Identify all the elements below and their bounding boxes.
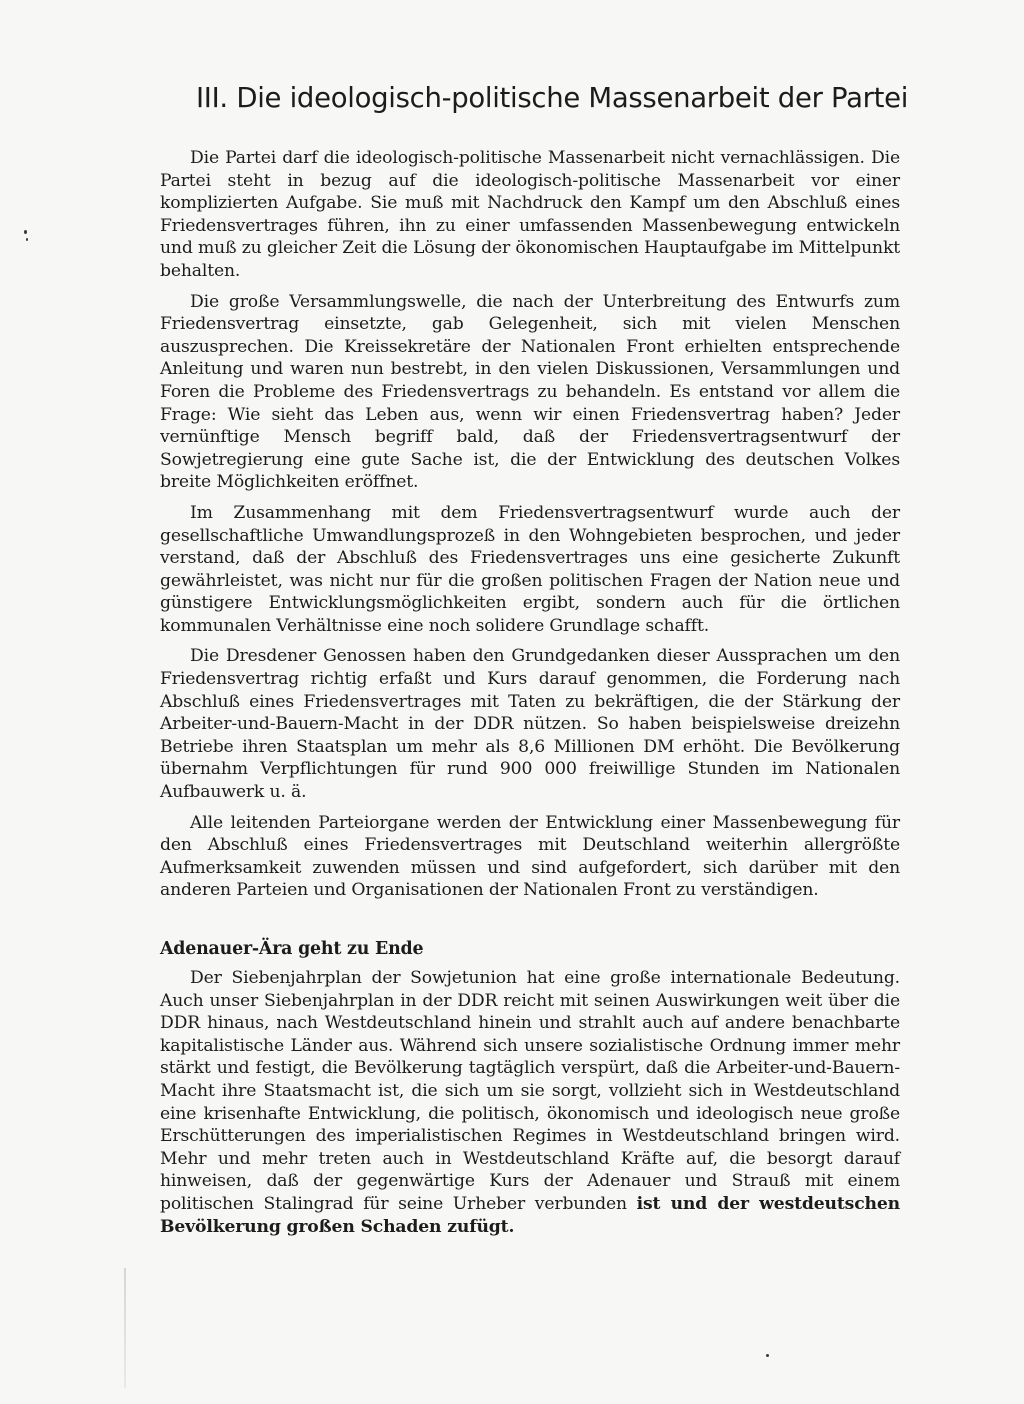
- paragraph: Die Partei darf die ideologisch-politische Massenarbeit nicht vernachlässigen. Die Partei steht in bezug auf die ideologisch-politische Massenarbeit vor einer komplizierten Aufgabe. Sie muß mit Nachdruck den Kampf um den Abschluß eines Friedensvertrages führen, ihn zu einer umfassenden Massenbewegung entwickeln und muß zu gleicher Zeit die Lösung der ökonomischen Hauptaufgabe im Mittelpunkt behalten.: [160, 148, 900, 281]
- paragraph: Die große Versammlungswelle, die nach der Unterbreitung des Entwurfs zum Friedensvertrag einsetzte, gab Gelegenheit, sich mit vielen Menschen auszusprechen. Die Kreissekretäre der Nationalen Front erhielten entsprechende Anleitung und waren nun bestrebt, in den vielen Diskussionen, Versammlungen und Foren die Probleme des Friedensvertrags zu behandeln. Es entstand vor allem die Frage: Wie sieht das Leben aus, wenn wir einen Friedensvertrag haben? Jeder vernünftige Mensch begriff bald, daß der Friedensvertragsentwurf der Sowjetregierung eine gute Sache ist, die der Entwicklung des deutschen Volkes breite Möglichkeiten eröffnet.: [160, 291, 900, 493]
- paragraph: Alle leitenden Parteiorgane werden der Entwicklung einer Massenbewegung für den Abschluß eines Friedensvertrages mit Deutschland weiterhin allergrößte Aufmerksamkeit zuwenden müssen und sind aufgefordert, sich darüber mit den anderen Parteien und Organisationen der Nationalen Front zu verständigen.: [160, 812, 900, 901]
- margin-speck-bottom: [26, 238, 28, 241]
- page-speck: [766, 1354, 769, 1357]
- section-paragraph: [160, 967, 900, 1238]
- section-paragraph-text: Der Siebenjahrplan der Sowjetunion hat eine große internationale Bedeutung. Auch unser Siebenjahrplan in der DDR reicht mit seinen Auswirkungen weit über die DDR hinaus, nach Westdeutschland hinein und strahlt auch auf andere benachbarte kapitalistische Länder aus. Während sich unsere sozialistische Ordnung immer mehr stärkt und festigt, die Bevölkerung tagtäglich verspürt, daß die Arbeiter-und-Bauern-Macht ihre Staatsmacht ist, die sich um sie sorgt, vollzieht sich in Westdeutschland eine krisenhafte Entwicklung, die politisch, ökonomisch und ideologisch neue große Erschütterungen des imperialistischen Regimes in Westdeutschland bringen wird. Mehr und mehr treten auch in Westdeutschland Kräfte auf, die besorgt darauf hinweisen, daß der gegenwärtige Kurs der Adenauer und Strauß mit einem politischen Stalingrad für seine Urheber verbunden: [160, 968, 900, 1214]
- paragraph: Die Dresdener Genossen haben den Grundgedanken dieser Aussprachen um den Friedensvertrag richtig erfaßt und Kurs darauf genommen, die Forderung nach Abschluß eines Friedensvertrages mit Taten zu bekräftigen, die der Stärkung der Arbeiter-und-Bauern-Macht in der DDR nützen. So haben beispielsweise dreizehn Betriebe ihren Staatsplan um mehr als 8,6 Millionen DM erhöht. Die Bevölkerung übernahm Verpflichtungen für rund 900 000 freiwillige Stunden im Nationalen Aufbauwerk u. ä.: [160, 646, 900, 803]
- paragraph: Im Zusammenhang mit dem Friedensvertragsentwurf wurde auch der gesellschaftliche Umwandlungsprozeß in den Wohngebieten besprochen, und jeder verstand, daß der Abschluß des Friedensvertrages uns eine gesicherte Zukunft gewährleistet, was nicht nur für die großen politischen Fragen der Nation neue und günstigere Entwicklungsmöglichkeiten ergibt, sondern auch für die örtlichen kommunalen Verhältnisse eine noch solidere Grundlage schafft.: [160, 502, 900, 636]
- section-paragraph-bold-ending: ist und der westdeutschen Bevölkerung großen Schaden zufügt.: [160, 1193, 900, 1237]
- section-heading: Adenauer-Ära geht zu Ende: [160, 939, 424, 959]
- chapter-title: III. Die ideologisch-politische Massenarbeit der Partei: [196, 82, 909, 114]
- document-page: [160, 78, 909, 1246]
- margin-crease: [124, 1268, 126, 1388]
- margin-speck-top: [24, 230, 27, 234]
